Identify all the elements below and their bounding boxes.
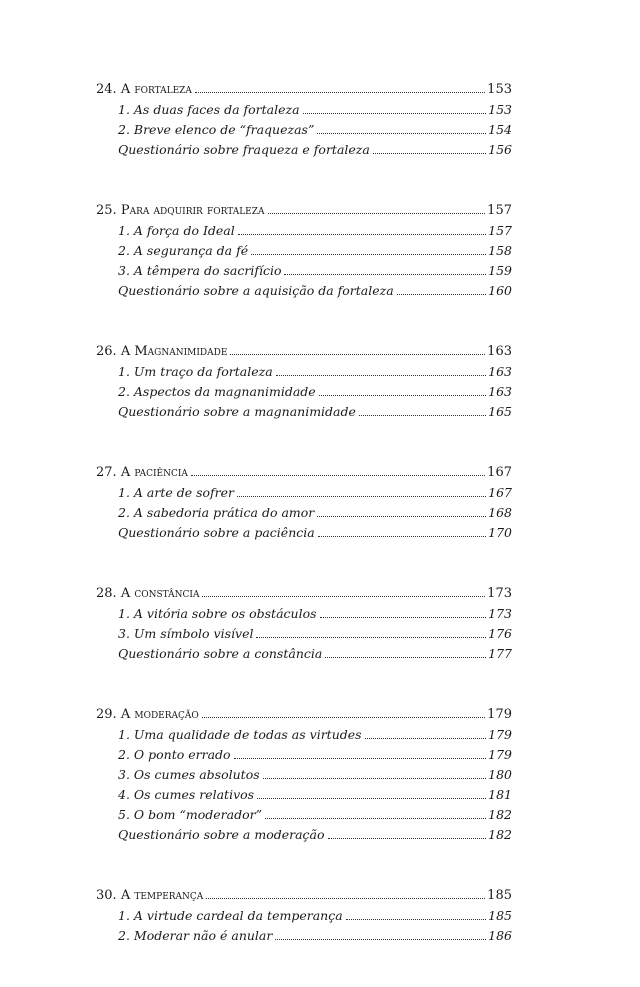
entry-page-number: 160 — [488, 283, 512, 298]
toc-entry — [96, 604, 512, 624]
entry-page-number: 177 — [488, 646, 512, 661]
entry-title: 2. A sabedoria prática do amor — [118, 505, 315, 520]
toc-entry — [96, 100, 512, 120]
toc-entry — [96, 745, 512, 765]
dot-leader — [195, 92, 485, 93]
entry-page-number: 173 — [488, 606, 512, 621]
toc-entry — [96, 503, 512, 523]
chapter-page-number: 173 — [487, 586, 512, 601]
entry-title: 2. Breve elenco de “fraquezas” — [118, 122, 315, 137]
chapter-number: 26. — [96, 344, 117, 359]
chapter-page-number: 157 — [487, 203, 512, 218]
toc-entry — [96, 624, 512, 644]
entry-page-number: 182 — [488, 807, 512, 822]
entry-title: 3. Os cumes absolutos — [118, 767, 260, 782]
chapter-heading — [96, 342, 512, 362]
entry-title: 1. A vitória sobre os obstáculos — [118, 606, 317, 621]
toc-entry — [96, 523, 512, 543]
chapter-number: 29. — [96, 707, 117, 722]
toc-entry — [96, 483, 512, 503]
chapter-page-number: 163 — [487, 344, 512, 359]
toc-entry — [96, 926, 512, 946]
toc-entry — [96, 261, 512, 281]
chapter-title: A paciência — [120, 465, 188, 480]
entry-title: 1. As duas faces da fortaleza — [118, 102, 300, 117]
chapter-page-number: 167 — [487, 465, 512, 480]
dot-leader — [237, 496, 486, 497]
dot-leader — [346, 919, 486, 920]
toc-entry — [96, 281, 512, 301]
entry-title: 4. Os cumes relativos — [118, 787, 255, 802]
toc-entry — [96, 362, 512, 382]
dot-leader — [284, 274, 486, 275]
dot-leader — [276, 375, 486, 376]
dot-leader — [263, 778, 487, 779]
toc-entry — [96, 140, 512, 160]
dot-leader — [202, 717, 485, 718]
entry-title: 2. Moderar não é anular — [118, 928, 273, 943]
entry-page-number: 182 — [488, 827, 512, 842]
chapter-number: 25. — [96, 203, 117, 218]
entry-title: Questionário sobre fraqueza e fortaleza — [118, 142, 370, 157]
chapter-heading — [96, 584, 512, 604]
toc-entry — [96, 382, 512, 402]
dot-leader — [373, 153, 486, 154]
entry-page-number: 165 — [488, 404, 512, 419]
entry-page-number: 156 — [488, 142, 512, 157]
toc-entry — [96, 785, 512, 805]
entry-page-number: 159 — [488, 263, 512, 278]
toc-chapter — [96, 342, 512, 422]
dot-leader — [202, 596, 485, 597]
toc-chapter — [96, 201, 512, 301]
dot-leader — [328, 838, 487, 839]
entry-title: Questionário sobre a magnanimidade — [118, 404, 356, 419]
chapter-heading — [96, 886, 512, 906]
entry-title: Questionário sobre a aquisição da fortaleza — [118, 283, 394, 298]
entry-title: 3. Um símbolo visível — [118, 626, 254, 641]
entry-title: 1. Uma qualidade de todas as virtudes — [118, 727, 362, 742]
entry-title: 3. A têmpera do sacrifício — [118, 263, 282, 278]
toc-chapter — [96, 463, 512, 543]
entry-title: 1. A força do Ideal — [118, 223, 235, 238]
entry-page-number: 154 — [488, 122, 512, 137]
entry-title: 1. A arte de sofrer — [118, 485, 235, 500]
entry-title: 2. O ponto errado — [118, 747, 231, 762]
toc-entry — [96, 765, 512, 785]
toc-entry — [96, 241, 512, 261]
entry-page-number: 176 — [488, 626, 512, 641]
dot-leader — [325, 657, 486, 658]
toc-entry — [96, 906, 512, 926]
table-of-contents — [96, 80, 512, 987]
dot-leader — [206, 898, 485, 899]
chapter-title: A Magnanimidade — [120, 344, 228, 359]
chapter-title: Para adquirir fortaleza — [120, 203, 265, 218]
chapter-title: A constância — [120, 586, 200, 601]
entry-title: 2. Aspectos da magnanimidade — [118, 384, 316, 399]
entry-title: 1. A virtude cardeal da temperança — [118, 908, 343, 923]
dot-leader — [303, 113, 487, 114]
dot-leader — [320, 617, 487, 618]
chapter-number: 24. — [96, 82, 117, 97]
chapter-number: 28. — [96, 586, 117, 601]
toc-entry — [96, 120, 512, 140]
entry-page-number: 180 — [488, 767, 512, 782]
dot-leader — [265, 818, 486, 819]
dot-leader — [257, 798, 486, 799]
entry-page-number: 163 — [488, 364, 512, 379]
dot-leader — [268, 213, 486, 214]
entry-page-number: 168 — [488, 505, 512, 520]
chapter-title: A fortaleza — [120, 82, 192, 97]
chapter-title: A temperança — [120, 888, 204, 903]
entry-page-number: 185 — [488, 908, 512, 923]
chapter-heading — [96, 80, 512, 100]
entry-page-number: 179 — [488, 747, 512, 762]
entry-page-number: 157 — [488, 223, 512, 238]
toc-chapter — [96, 584, 512, 664]
toc-chapter — [96, 80, 512, 160]
dot-leader — [256, 637, 486, 638]
chapter-page-number: 185 — [487, 888, 512, 903]
toc-chapter — [96, 886, 512, 946]
entry-page-number: 158 — [488, 243, 512, 258]
toc-entry — [96, 221, 512, 241]
toc-entry — [96, 725, 512, 745]
chapter-title: A moderação — [120, 707, 199, 722]
chapter-page-number: 153 — [487, 82, 512, 97]
entry-title: Questionário sobre a moderação — [118, 827, 325, 842]
chapter-heading — [96, 201, 512, 221]
dot-leader — [234, 758, 487, 759]
dot-leader — [191, 475, 485, 476]
chapter-number: 27. — [96, 465, 117, 480]
dot-leader — [365, 738, 487, 739]
entry-page-number: 179 — [488, 727, 512, 742]
entry-title: 2. A segurança da fé — [118, 243, 249, 258]
toc-entry — [96, 644, 512, 664]
entry-page-number: 153 — [488, 102, 512, 117]
entry-title: Questionário sobre a constância — [118, 646, 323, 661]
dot-leader — [397, 294, 486, 295]
toc-entry — [96, 402, 512, 422]
dot-leader — [275, 939, 486, 940]
dot-leader — [359, 415, 486, 416]
entry-title: 1. Um traço da fortaleza — [118, 364, 273, 379]
dot-leader — [319, 395, 486, 396]
entry-page-number: 167 — [488, 485, 512, 500]
dot-leader — [317, 133, 486, 134]
entry-title: 5. O bom “moderador” — [118, 807, 262, 822]
toc-entry — [96, 805, 512, 825]
toc-entry — [96, 825, 512, 845]
entry-title: Questionário sobre a paciência — [118, 525, 315, 540]
dot-leader — [230, 354, 485, 355]
entry-page-number: 181 — [488, 787, 512, 802]
chapter-number: 30. — [96, 888, 117, 903]
dot-leader — [317, 516, 486, 517]
dot-leader — [251, 254, 486, 255]
entry-page-number: 186 — [488, 928, 512, 943]
chapter-heading — [96, 705, 512, 725]
entry-page-number: 163 — [488, 384, 512, 399]
chapter-heading — [96, 463, 512, 483]
chapter-page-number: 179 — [487, 707, 512, 722]
dot-leader — [318, 536, 486, 537]
toc-chapter — [96, 705, 512, 845]
dot-leader — [238, 234, 486, 235]
entry-page-number: 170 — [488, 525, 512, 540]
